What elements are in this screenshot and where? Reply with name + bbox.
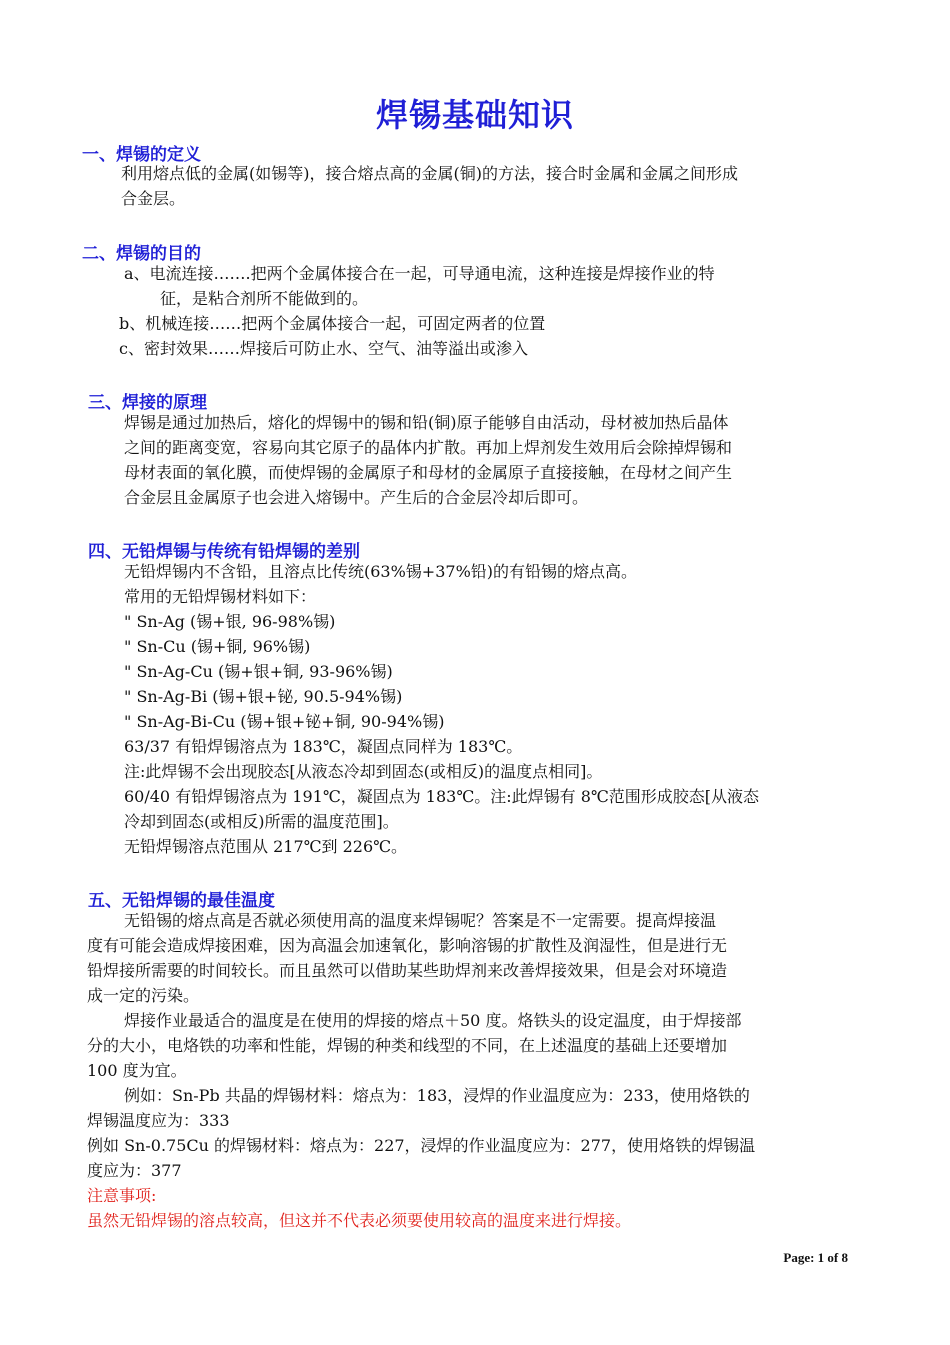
section-5-line: 铅焊接所需要的时间较长。而且虽然可以借助某些助焊剂来改善焊接效果，但是会对环境造 [87,961,728,980]
section-4-line: 无铅焊锡内不含铅，且溶点比传统(63%锡+37%铅)的有铅锡的熔点高。 [124,562,638,581]
section-2-heading: 二、焊锡的目的 [82,244,201,264]
section-4-heading: 四、无铅焊锡与传统有铅焊锡的差别 [88,542,360,562]
section-3-line: 之间的距离变宽，容易向其它原子的晶体内扩散。再加上焊剂发生效用后会除掉焊锡和 [124,438,733,457]
example-line: 度应为：377 [87,1161,182,1180]
page-title: 焊锡基础知识 [375,96,574,134]
example-line: 焊锡温度应为：333 [87,1111,230,1130]
section-5-line: 焊接作业最适合的温度是在使用的焊接的熔点＋50 度。烙铁头的设定温度，由于焊接部 [124,1011,742,1030]
purpose-item-a: a、电流连接…….把两个金属体接合在一起，可导通电流，这种连接是焊接作业的特 [124,264,715,283]
purpose-item-b: b、机械连接……把两个金属体接合一起，可固定两者的位置 [119,314,546,333]
section-3-heading: 三、焊接的原理 [88,393,207,413]
section-4-line: 注:此焊锡不会出现胶态[从液态冷却到固态(或相反)的温度点相同]。 [124,762,603,781]
example-line: 例如 Sn-0.75Cu 的焊锡材料：熔点为：227，浸焊的作业温度应为：277，使用烙铁的焊锡温 [87,1136,756,1155]
section-3-line: 母材表面的氧化膜，而使焊锡的金属原子和母材的金属原子直接接触，在母材之间产生 [124,463,733,482]
material-item: " Sn-Ag-Bi (锡+银+铋, 90.5-94%锡) [124,687,403,706]
section-4-line: 63/37 有铅焊锡溶点为 183℃，凝固点同样为 183℃。 [124,737,523,756]
page-number: Page: 1 of 8 [783,1250,848,1265]
section-5-line: 分的大小，电烙铁的功率和性能，焊锡的种类和线型的不同，在上述温度的基础上还要增加 [87,1036,728,1055]
section-1-line: 利用熔点低的金属(如锡等)，接合熔点高的金属(铜)的方法，接合时金属和金属之间形成 [121,164,738,183]
material-item: " Sn-Ag (锡+银, 96-98%锡) [124,612,336,631]
material-item: " Sn-Ag-Bi-Cu (锡+银+铋+铜, 90-94%锡) [124,712,445,731]
section-4-line: 常用的无铅焊锡材料如下： [124,587,317,606]
section-5-line: 度有可能会造成焊接困难，因为高温会加速氧化，影响溶锡的扩散性及润湿性，但是进行无 [87,936,728,955]
section-1-heading: 一、焊锡的定义 [82,145,201,165]
section-4-line: 冷却到固态(或相反)所需的温度范围]。 [124,812,399,831]
note-title: 注意事项: [87,1186,157,1205]
material-item: " Sn-Ag-Cu (锡+银+铜, 93-96%锡) [124,662,393,681]
section-3-line: 合金层且金属原子也会进入熔锡中。产生后的合金层冷却后即可。 [124,488,589,507]
material-item: " Sn-Cu (锡+铜, 96%锡) [124,637,311,656]
section-1-line: 合金层。 [121,189,186,208]
section-3-line: 焊锡是通过加热后，熔化的焊锡中的锡和铅(铜)原子能够自由活动，母材被加热后晶体 [124,413,729,432]
purpose-item-a-cont: 征，是粘合剂所不能做到的。 [160,289,369,308]
section-5-heading: 五、无铅焊锡的最佳温度 [88,891,275,911]
section-4-line: 60/40 有铅焊锡溶点为 191℃，凝固点为 183℃。注:此焊锡有 8℃范围形成胶态[从液态 [124,787,760,806]
purpose-item-c: c、密封效果……焊接后可防止水、空气、油等溢出或渗入 [119,339,528,358]
note-text: 虽然无铅焊锡的溶点较高，但这并不代表必须要使用较高的温度来进行焊接。 [87,1211,632,1230]
section-5-line: 100 度为宜。 [87,1061,187,1080]
section-5-line: 成一定的污染。 [87,986,200,1005]
section-5-line: 无铅锡的熔点高是否就必须使用高的温度来焊锡呢？答案是不一定需要。提高焊接温 [124,911,717,930]
example-line: 例如：Sn-Pb 共晶的焊锡材料：熔点为：183，浸焊的作业温度应为：233，使用烙铁的 [124,1086,750,1105]
section-4-line: 无铅焊锡溶点范围从 217℃到 226℃。 [124,837,408,856]
